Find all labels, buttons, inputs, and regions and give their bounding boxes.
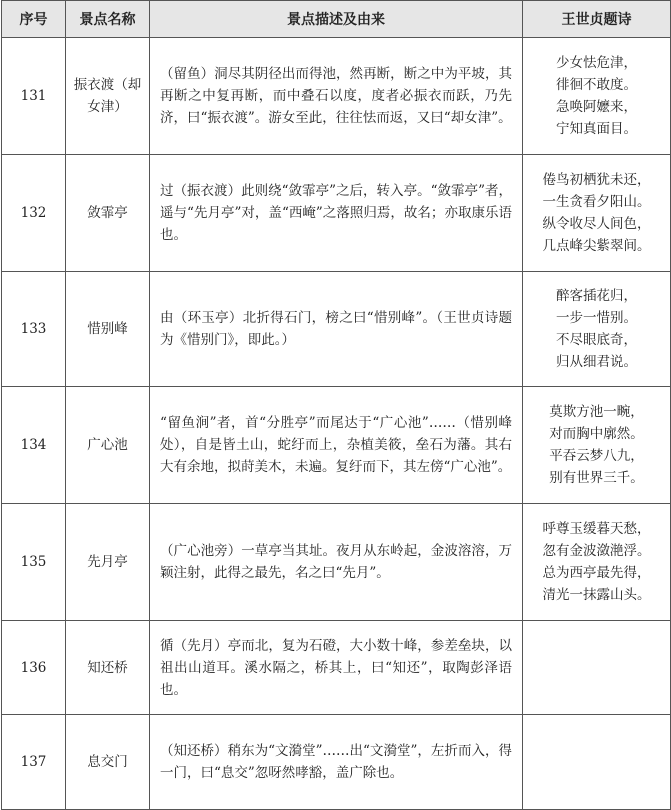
poem-line: 总为西亭最先得， (542, 565, 651, 581)
poem-line: 不尽眼底奇， (556, 332, 637, 348)
poem-line: 一生贪看夕阳山。 (542, 194, 651, 210)
poem-line: 平吞云梦八九， (549, 448, 644, 464)
row-description: （知还桥）稍东为“文漪堂”……出“文漪堂”，左折而入，得一门，曰“息交”忽呀然哮豁，盖广除也。 (150, 715, 523, 810)
row-number: 131 (2, 38, 66, 155)
poem-line: 一步一惜别。 (556, 310, 637, 326)
table-row (2, 504, 671, 621)
header-poem: 王世贞题诗 (523, 1, 671, 38)
poem-line: 呼尊玉缓暮天愁， (542, 521, 651, 537)
row-poem (523, 715, 671, 810)
row-spot-name: 振衣渡（却女津） (66, 38, 150, 155)
row-number: 136 (2, 621, 66, 715)
poem-line: 倦鸟初栖犹未还， (542, 172, 651, 188)
row-poem (523, 155, 671, 272)
table-row (2, 272, 671, 387)
poem-line: 醉客插花归， (556, 288, 637, 304)
poem-line: 莫欺方池一畹， (549, 404, 644, 420)
poem-line: 忽有金波潋滟浮。 (542, 543, 651, 559)
table-row (2, 621, 671, 715)
poem-line: 对而胸中廓然。 (549, 426, 644, 442)
row-description: “留鱼涧”者，首“分胜亭”而尾达于“广心池”……（惜别峰处），自是皆土山，蛇纡而上，杂植美筱，垒石为藩。其右大有余地，拟莳美木，未遍。复纡而下，其左傍“广心池”。 (150, 387, 523, 504)
poem-line: 宁知真面目。 (556, 121, 637, 137)
row-number: 133 (2, 272, 66, 387)
row-poem (523, 387, 671, 504)
row-description: （广心池旁）一草亭当其址。夜月从东岭起，金波溶溶，万颖注射，此得之最先，名之曰“先月”。 (150, 504, 523, 621)
poem-line: 少女怯危津， (556, 55, 637, 71)
poem-line: 徘徊不敢度。 (556, 77, 637, 93)
table-header-row (2, 1, 671, 38)
poem-line: 几点峰尖紫翠间。 (542, 238, 651, 254)
row-number: 137 (2, 715, 66, 810)
row-number: 135 (2, 504, 66, 621)
row-poem (523, 272, 671, 387)
row-spot-name: 知还桥 (66, 621, 150, 715)
row-description: 过（振衣渡）此则绕“敛霏亭”之后，转入亭。“敛霏亭”者，遥与“先月亭”对，盖“西崦”之落照归焉，故名；亦取康乐语也。 (150, 155, 523, 272)
scenic-spots-table (1, 0, 671, 810)
header-number: 序号 (2, 1, 66, 38)
row-spot-name: 先月亭 (66, 504, 150, 621)
header-description: 景点描述及由来 (150, 1, 523, 38)
table-row (2, 38, 671, 155)
poem-line: 纵令收尽人间色， (542, 216, 651, 232)
row-number: 134 (2, 387, 66, 504)
row-poem (523, 504, 671, 621)
row-description: （留鱼）洞尽其阴径出而得池，然再断，断之中为平坡，其再断之中复再断，而中叠石以度，度者必振衣而跃，乃先济，曰“振衣渡”。游女至此，往往怯而返，又曰“却女津”。 (150, 38, 523, 155)
row-description: 由（环玉亭）北折得石门，榜之曰“惜别峰”。（王世贞诗题为《惜别门》，即此。） (150, 272, 523, 387)
row-spot-name: 广心池 (66, 387, 150, 504)
poem-line: 归从细君说。 (556, 354, 637, 370)
poem-line: 别有世界三千。 (549, 470, 644, 486)
row-spot-name: 惜别峰 (66, 272, 150, 387)
table-row (2, 715, 671, 810)
row-description: 循（先月）亭而北，复为石磴，大小数十峰，参差垒块，以祖出山道耳。溪水隔之，桥其上，曰“知还”，取陶彭泽语也。 (150, 621, 523, 715)
table-row (2, 155, 671, 272)
table-row (2, 387, 671, 504)
row-number: 132 (2, 155, 66, 272)
row-spot-name: 敛霏亭 (66, 155, 150, 272)
header-spot-name: 景点名称 (66, 1, 150, 38)
row-poem (523, 38, 671, 155)
row-spot-name: 息交门 (66, 715, 150, 810)
row-poem (523, 621, 671, 715)
poem-line: 清光一抹露山头。 (542, 587, 651, 603)
poem-line: 急唤阿嬷来， (556, 99, 637, 115)
